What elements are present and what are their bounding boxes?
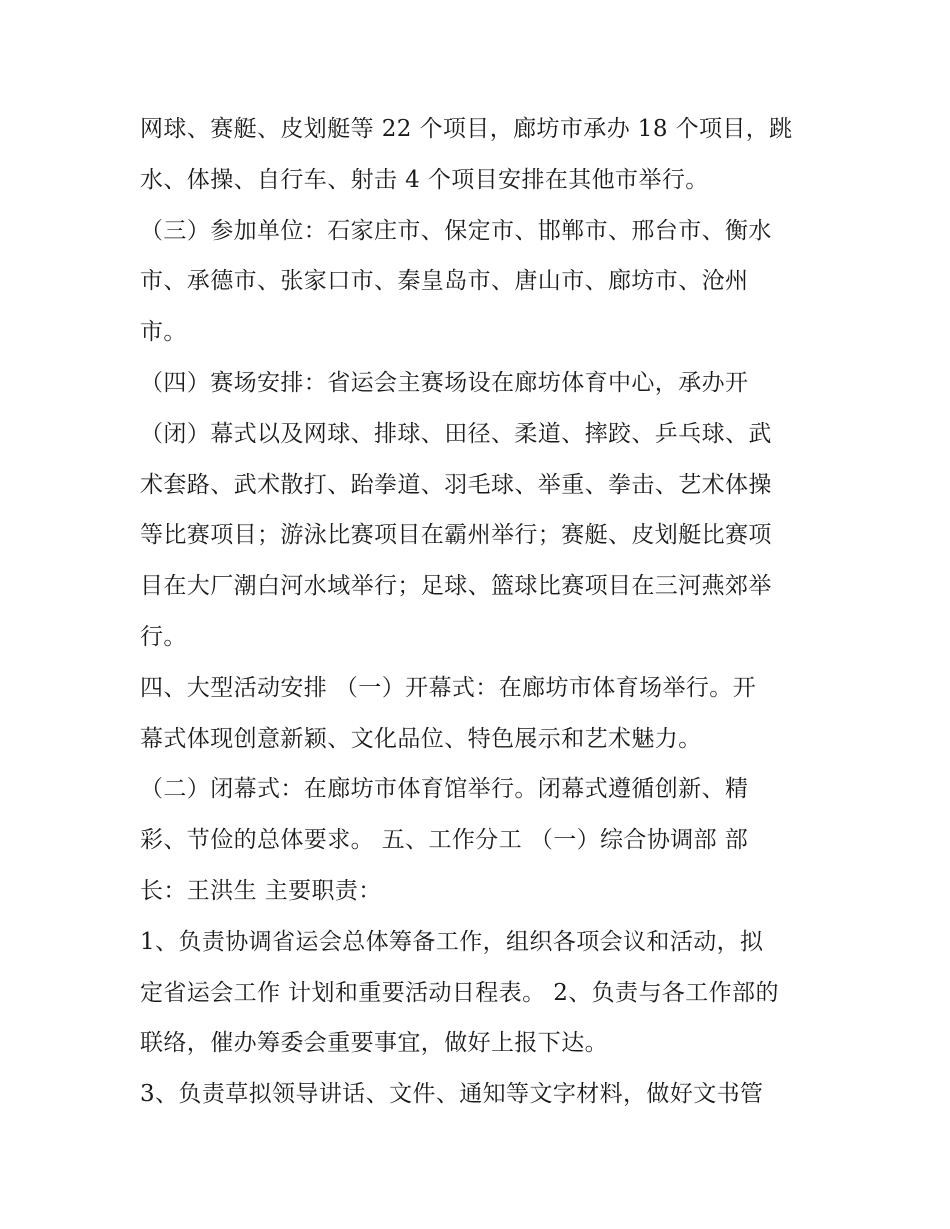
text-line: 彩、节俭的总体要求。 五、工作分工 （一）综合协调部 部 [140, 827, 749, 854]
text-line: 联络，催办筹委会重要事宜，做好上报下达。 [140, 1030, 608, 1057]
text-line: 定省运会工作 计划和重要活动日程表。 2、负责与各工作部的 [140, 979, 779, 1006]
text-line: （闭）幕式以及网球、排球、田径、柔道、摔跤、乒乓球、武 [140, 420, 772, 447]
text-line: 1、负责协调省运会总体筹备工作，组织各项会议和活动，拟 [140, 928, 764, 955]
text-line: 术套路、武术散打、跆拳道、羽毛球、举重、拳击、艺术体操 [140, 471, 772, 498]
text-line: 水、体操、自行车、射击 4 个项目安排在其他市举行。 [140, 166, 709, 193]
text-line: （三）参加单位：石家庄市、保定市、邯郸市、邢台市、衡水 [140, 217, 772, 244]
text-line: 四、大型活动安排 （一）开幕式：在廊坊市体育场举行。开 [140, 674, 757, 701]
text-line: （二）闭幕式：在廊坊市体育馆举行。闭幕式遵循创新、精 [140, 776, 749, 803]
text-line: 长：王洪生 主要职责： [140, 877, 382, 904]
text-line: 幕式体现创意新颖、文化品位、特色展示和艺术魅力。 [140, 725, 702, 752]
text-line: 市、承德市、张家口市、秦皇岛市、唐山市、廊坊市、沧州 [140, 268, 749, 295]
text-line: （四）赛场安排：省运会主赛场设在廊坊体育中心，承办开 [140, 369, 749, 396]
text-line: 3、负责草拟领导讲话、文件、通知等文字材料，做好文书管 [140, 1081, 764, 1108]
text-line: 网球、赛艇、皮划艇等 22 个项目，廊坊市承办 18 个项目，跳 [140, 116, 793, 142]
document-body [140, 104, 816, 1120]
text-line: 行。 [140, 623, 187, 650]
text-line: 市。 [140, 319, 187, 346]
text-line: 目在大厂潮白河水域举行；足球、篮球比赛项目在三河燕郊举 [140, 573, 772, 600]
text-line: 等比赛项目；游泳比赛项目在霸州举行；赛艇、皮划艇比赛项 [140, 522, 772, 549]
